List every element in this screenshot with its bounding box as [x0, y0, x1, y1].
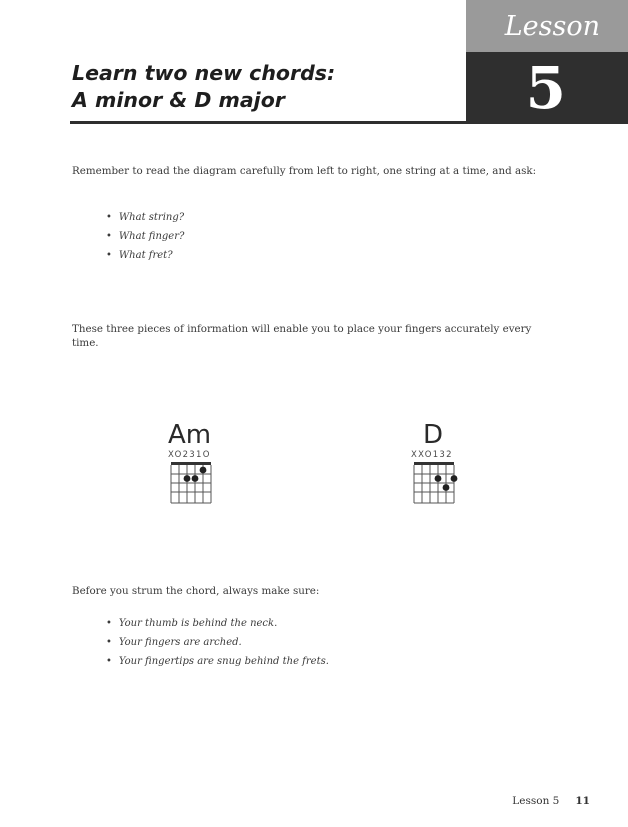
chord-fingering: XO231O [168, 450, 211, 460]
checklist [106, 614, 329, 671]
question-item: • What string? [106, 208, 184, 227]
question-item: • What fret? [106, 246, 184, 265]
finger-dot [435, 475, 442, 482]
question-item: • What finger? [106, 227, 184, 246]
finger-dot [451, 475, 458, 482]
lesson-number: 5 [466, 52, 628, 124]
finger-dot [192, 475, 199, 482]
page-title [72, 60, 335, 114]
finger-dot [443, 484, 450, 491]
checklist-item: • Your fingers are arched. [106, 633, 329, 652]
chord-diagram [411, 460, 459, 506]
lesson-badge [466, 0, 628, 124]
title-line-2: A minor & D major [72, 88, 285, 112]
nut [414, 462, 454, 465]
strum-paragraph: Before you strum the chord, always make sure: [72, 585, 320, 597]
finger-dot [184, 475, 191, 482]
title-underline [70, 121, 466, 124]
page-footer [512, 795, 590, 807]
nut [171, 462, 211, 465]
info-paragraph: These three pieces of information will enable you to place your fingers accurately every time. [72, 323, 532, 349]
checklist-item: • Your thumb is behind the neck. [106, 614, 329, 633]
lesson-label: Lesson [466, 0, 628, 52]
footer-lesson-label: Lesson 5 [512, 795, 560, 807]
chord-diagram [168, 460, 216, 506]
finger-dot [200, 467, 207, 474]
checklist-item: • Your fingertips are snug behind the frets. [106, 652, 329, 671]
title-line-1: Learn two new chords: [72, 61, 336, 85]
page-number: 11 [575, 795, 590, 807]
intro-paragraph: Remember to read the diagram carefully from left to right, one string at a time, and ask: [72, 165, 537, 177]
chord-name: Am [168, 420, 212, 450]
d-chord [411, 420, 459, 510]
chord-fingering: XXO132 [411, 450, 453, 460]
am-chord [168, 420, 216, 510]
chord-name: D [423, 420, 444, 450]
question-list [106, 208, 184, 265]
